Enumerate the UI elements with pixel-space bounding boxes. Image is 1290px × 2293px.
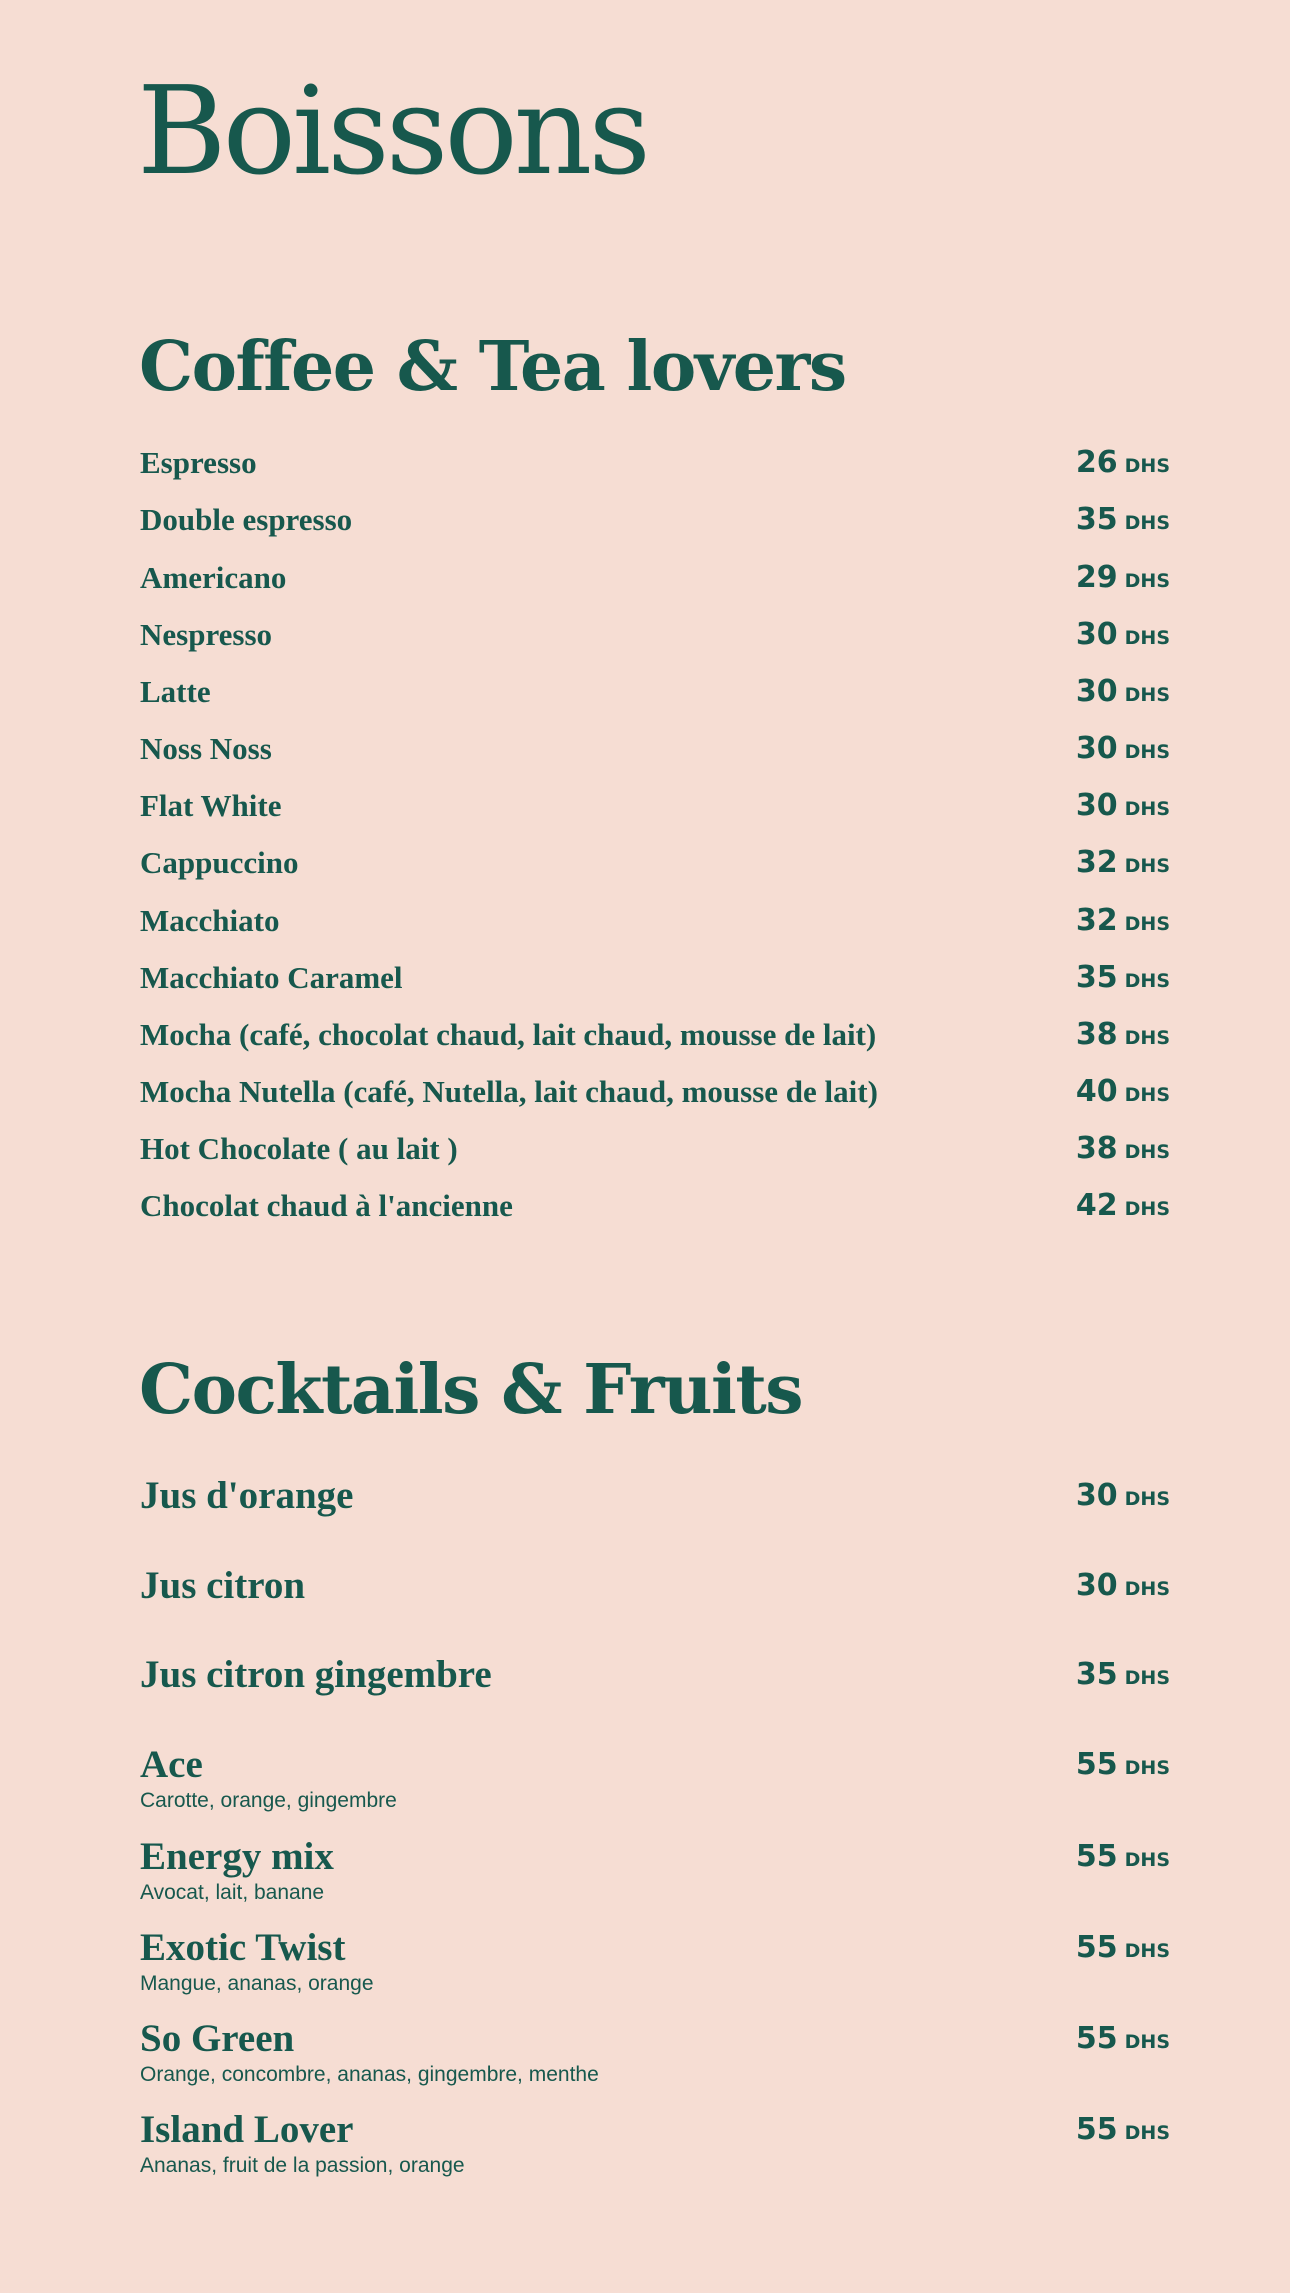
menu-item — [140, 1186, 1170, 1226]
item-name: Latte — [140, 674, 211, 709]
menu-item — [140, 1926, 1170, 1995]
price-value: 55 — [1075, 1839, 1118, 1874]
price-value: 30 — [1075, 731, 1118, 766]
item-name: Espresso — [140, 445, 257, 480]
item-description: Orange, concombre, ananas, gingembre, menthe — [140, 2063, 599, 2086]
currency-label: DHS — [1124, 1757, 1170, 1779]
currency-label: DHS — [1124, 2031, 1170, 2053]
item-name: Macchiato — [140, 903, 280, 938]
item-price — [1010, 1015, 1170, 1060]
item-description: Carotte, orange, gingembre — [140, 1789, 397, 1812]
item-name: Cappuccino — [140, 845, 299, 880]
item-price — [1010, 1655, 1170, 1700]
menu-item — [140, 1476, 1170, 1516]
item-name: Chocolat chaud à l'ancienne — [140, 1188, 513, 1223]
item-name: Jus citron gingembre — [140, 1653, 492, 1696]
item-price — [1010, 615, 1170, 660]
menu-item — [140, 2108, 1170, 2177]
item-price — [1010, 1837, 1170, 1882]
price-value: 38 — [1075, 1017, 1118, 1052]
menu-item — [140, 2017, 1170, 2086]
item-price — [1010, 901, 1170, 946]
price-value: 55 — [1075, 2112, 1118, 2147]
price-value: 30 — [1075, 674, 1118, 709]
currency-label: DHS — [1124, 1027, 1170, 1049]
item-name: Double espresso — [140, 502, 353, 537]
price-value: 35 — [1075, 1657, 1118, 1692]
price-value: 30 — [1075, 1478, 1118, 1513]
item-price — [1010, 1072, 1170, 1117]
price-value: 40 — [1075, 1074, 1118, 1109]
item-price — [1010, 786, 1170, 831]
item-name: Mocha Nutella (café, Nutella, lait chaud, mousse de lait) — [140, 1074, 878, 1109]
item-name: Jus d'orange — [140, 1474, 354, 1517]
price-value: 55 — [1075, 1930, 1118, 1965]
item-price — [1010, 2019, 1170, 2064]
currency-label: DHS — [1124, 570, 1170, 592]
price-value: 29 — [1075, 560, 1118, 595]
menu-item — [140, 1655, 1170, 1695]
currency-label: DHS — [1124, 1198, 1170, 1220]
item-price — [1010, 558, 1170, 603]
currency-label: DHS — [1124, 1940, 1170, 1962]
menu-item — [140, 500, 1170, 540]
menu-item — [140, 1566, 1170, 1606]
price-value: 38 — [1075, 1131, 1118, 1166]
item-price — [1010, 1129, 1170, 1174]
currency-label: DHS — [1124, 2122, 1170, 2144]
item-name: Exotic Twist — [140, 1926, 346, 1969]
currency-label: DHS — [1124, 855, 1170, 877]
item-price — [1010, 958, 1170, 1003]
menu-item — [140, 672, 1170, 712]
item-description: Mangue, ananas, orange — [140, 1972, 374, 1995]
currency-label: DHS — [1124, 684, 1170, 706]
item-description: Ananas, fruit de la passion, orange — [140, 2154, 465, 2177]
currency-label: DHS — [1124, 512, 1170, 534]
currency-label: DHS — [1124, 741, 1170, 763]
item-price — [1010, 729, 1170, 774]
item-name: Nespresso — [140, 617, 273, 652]
menu-item — [140, 843, 1170, 883]
item-name: Ace — [140, 1743, 203, 1786]
price-value: 32 — [1075, 845, 1118, 880]
price-value: 35 — [1075, 502, 1118, 537]
item-price — [1010, 500, 1170, 545]
price-value: 30 — [1075, 788, 1118, 823]
item-price — [1010, 2110, 1170, 2155]
item-price — [1010, 672, 1170, 717]
menu-item — [140, 901, 1170, 941]
price-value: 26 — [1075, 445, 1118, 480]
price-value: 30 — [1075, 617, 1118, 652]
menu-item — [140, 1129, 1170, 1169]
currency-label: DHS — [1124, 970, 1170, 992]
item-price — [1010, 1186, 1170, 1231]
item-name: Island Lover — [140, 2108, 354, 2151]
price-value: 30 — [1075, 1568, 1118, 1603]
section-title-coffee: Coffee & Tea lovers — [139, 327, 846, 407]
item-name: Macchiato Caramel — [140, 960, 403, 995]
price-value: 55 — [1075, 2021, 1118, 2056]
price-value: 55 — [1075, 1747, 1118, 1782]
item-name: So Green — [140, 2017, 295, 2060]
item-name: Jus citron — [140, 1564, 306, 1607]
menu-item — [140, 443, 1170, 483]
menu-item — [140, 1072, 1170, 1112]
price-value: 35 — [1075, 960, 1118, 995]
item-name: Energy mix — [140, 1835, 334, 1878]
currency-label: DHS — [1124, 627, 1170, 649]
menu-item — [140, 1743, 1170, 1812]
menu-item — [140, 558, 1170, 598]
currency-label: DHS — [1124, 1084, 1170, 1106]
item-name: Flat White — [140, 788, 282, 823]
item-price — [1010, 1566, 1170, 1611]
currency-label: DHS — [1124, 913, 1170, 935]
menu-item — [140, 729, 1170, 769]
item-price — [1010, 1745, 1170, 1790]
currency-label: DHS — [1124, 1667, 1170, 1689]
currency-label: DHS — [1124, 455, 1170, 477]
price-value: 42 — [1075, 1188, 1118, 1223]
menu-item — [140, 958, 1170, 998]
item-name: Hot Chocolate ( au lait ) — [140, 1131, 458, 1166]
item-price — [1010, 1476, 1170, 1521]
currency-label: DHS — [1124, 1141, 1170, 1163]
item-price — [1010, 443, 1170, 488]
item-price — [1010, 1928, 1170, 1973]
currency-label: DHS — [1124, 1578, 1170, 1600]
price-value: 32 — [1075, 903, 1118, 938]
item-name: Noss Noss — [140, 731, 272, 766]
currency-label: DHS — [1124, 1849, 1170, 1871]
currency-label: DHS — [1124, 798, 1170, 820]
section-title-cocktails: Cocktails & Fruits — [139, 1350, 803, 1430]
menu-item — [140, 786, 1170, 826]
page-title: Boissons — [137, 60, 647, 202]
item-description: Avocat, lait, banane — [140, 1881, 325, 1904]
menu-item — [140, 1015, 1170, 1055]
item-name: Americano — [140, 560, 287, 595]
currency-label: DHS — [1124, 1488, 1170, 1510]
menu-item — [140, 615, 1170, 655]
item-price — [1010, 843, 1170, 888]
menu-item — [140, 1835, 1170, 1904]
item-name: Mocha (café, chocolat chaud, lait chaud, mousse de lait) — [140, 1017, 877, 1052]
